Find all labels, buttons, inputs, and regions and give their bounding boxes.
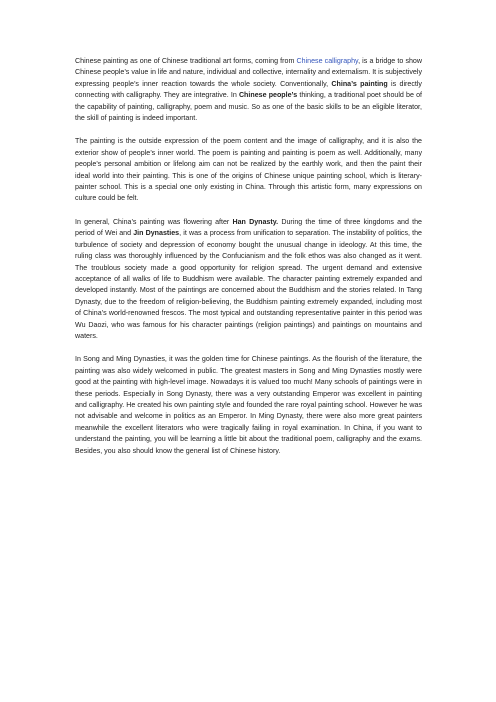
highlight-term: Han Dynasty. [232,217,279,226]
paragraph-3 [75,217,422,342]
paragraph-1 [75,56,422,124]
highlight-term: China’s painting [331,79,388,88]
paragraph-4 [75,354,422,457]
text-span: Chinese painting as one of Chinese traditional art forms, coming from [75,57,297,65]
text-span: is directly connecting with calligraphy. They are integrative. In [75,79,422,100]
text-span: , is a bridge to show Chinese people’s value in life and nature, individual and collective, internality and externalism. It is subjectively expressing people’s inner reaction towards the whole society. Conventionally, [75,57,423,88]
text-span: During the time of three kingdoms and the period of Wei and [75,217,422,238]
text-span: thinking, a traditional poet should be of the capability of painting, calligraphy, poem and music. So as one of the basic skills to be an eligible literator, the skill of painting is indeed important. [75,91,422,123]
highlight-term: Jin Dynasties [133,229,180,238]
text-span: , it was a process from unification to separation. The instability of politics, the turbulence of society and depression of economy bought the unusual change in ideology. At this time, the ruling class was thoroughly influenced by the Confucianism and the folk ethos was also changed as it went. The troublous society made a good opportunity for religion spread. The urgent demand and extensive acceptance of all walks of life to Buddhism were available. The character painting extremely expanded and developed instantly. Most of the paintings are concerned about the Buddhism and the stories related. In Tang Dynasty, due to the freedom of religion-believing, the Buddhism painting extremely expanded, including most of China’s world-renowned frescos. The most typical and outstanding representative painter in this period was Wu Daozi, who was famous for his character paintings (religion paintings) and paintings on mountains and waters. [75,229,422,340]
text-span: In general, China’s painting was flowering after [75,217,233,226]
paragraph-2 [75,136,422,204]
text-span: In Song and Ming Dynasties, it was the golden time for Chinese paintings. As the flourish of the literature, the painting was also widely welcomed in public. The greatest masters in Song and Ming Dynasties mostly were good at the painting with high-level image. Nowadays it is valued too much! Many schools of paintings were in these periods. Especially in Song Dynasty, there was a very outstanding Emperor was excellent in painting and calligraphy. He created his own painting style and founded the rare royal painting school. However he was not advisable and welcome in politics as an Emperor. In Ming Dynasty, there were also more great painters meanwhile the excellent literators who were tragically failing in royal examination. In China, if you want to understand the painting, you will be learning a little bit about the traditional poem, calligraphy and the exams. Besides, you also should know the general list of Chinese history. [75,355,422,455]
highlight-term: Chinese people’s [238,91,298,100]
chinese-calligraphy-link[interactable]: Chinese calligraphy [296,57,359,65]
text-span: The painting is the outside expression of the poem content and the image of calligraphy, and it is also the exterior show of people’s inner world. The poem is painting and painting is poem as well. Additionally, many people’s personal ambition or lifelong aim can not be realized by the earthly work, and then the paint their ideal world into their painting. This is one of the origins of Chinese unique painting school, which is literary-painter school. This is a special one only existing in China. Through this artistic form, many expressions on culture could be felt. [75,137,422,203]
document-page [75,56,422,469]
